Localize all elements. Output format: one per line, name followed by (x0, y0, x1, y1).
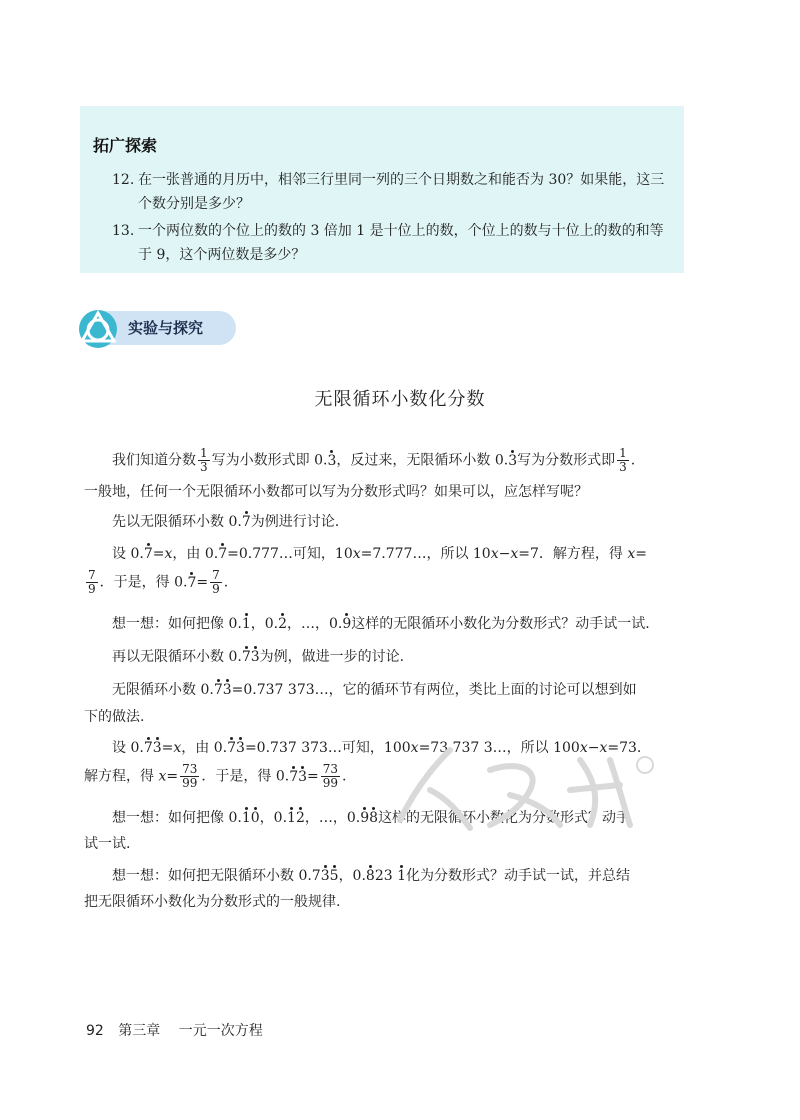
think-1: 想一想：如何把像 0.1，0.2，…，0.9这样的无限循环小数化为分数形式？动手试一试. (112, 616, 650, 632)
think-3-line-1: 想一想：如何把无限循环小数 0.735，0.823 1化为分数形式？动手试一试，并总结 (112, 868, 631, 884)
fraction-1-3: $\frac{1}{3}$ (619, 446, 627, 474)
fraction-7-9: $\frac{7}{9}$ (212, 568, 220, 596)
chapter-label: 第三章 (118, 1023, 161, 1039)
para-5-line-1: 无限循环小数 0.73=0.737 373…，它的循环节有两位，类比上面的讨论可以想到如 (112, 682, 637, 698)
para-2: 先以无限循环小数 0.7为例进行讨论. (112, 514, 340, 530)
problem-number: 12. (112, 172, 135, 188)
problem-text: 一个两位数的个位上的数的 3 倍加 1 是十位上的数，个位上的数与十位上的数的和等于 9，这个两位数是多少？ (138, 223, 664, 263)
page-title: 无限循环小数化分数 (314, 389, 486, 410)
para-3-line-2: $\frac{7}{9}$ ．于是，得 0.7= $\frac{7}{9}$ . (88, 568, 229, 596)
problem-12 (112, 168, 672, 216)
fraction-73-99: $\frac{73}{99}$ (182, 762, 198, 790)
page-footer (86, 1020, 263, 1040)
think-2-line-1: 想一想：如何把像 0.10，0.12，…，0.98这样的无限循环小数化为分数形式？动手 (112, 810, 631, 826)
fraction-73-99: $\frac{73}{99}$ (322, 762, 339, 790)
chapter-title: 一元一次方程 (178, 1023, 263, 1039)
para-1-line-1: 我们知道分数 $\frac{1}{3}$ 写为小数形式即 0.3，反过来，无限循环小数 0.3写为分数形式即 $\frac{1}{3}$ . (112, 446, 636, 474)
problem-13 (112, 219, 672, 267)
fraction-1-3: $\frac{1}{3}$ (200, 446, 208, 474)
section-badge (76, 307, 236, 349)
problem-number: 13. (112, 223, 135, 239)
think-3-line-2: 把无限循环小数化为分数形式的一般规律. (84, 894, 341, 910)
para-6-line-1: 设 0.73=x，由 0.73=0.737 373…可知，100x=73.737 3…，所以 100x−x=73. (112, 740, 642, 756)
para-1-line-2: 一般地，任何一个无限循环小数都可以写为分数形式吗？如果可以，应怎样写呢？ (84, 484, 588, 500)
extension-title: 拓广探索 (93, 136, 158, 155)
para-3-line-1: 设 0.7=x，由 0.7=0.777…可知，10x=7.777…，所以 10x−x=7．解方程，得 x= (112, 546, 647, 562)
think-2-line-2: 试一试. (84, 836, 131, 852)
page-number: 92 (86, 1023, 104, 1039)
problem-text: 在一张普通的月历中，相邻三行里同一列的三个日期数之和能否为 30？如果能，这三个数分别是多少？ (138, 172, 665, 212)
para-6-line-2: 解方程，得 x= $\frac{73}{99}$ ．于是，得 0.73= $\frac{73}{99}$ . (84, 762, 347, 790)
para-4: 再以无限循环小数 0.73为例，做进一步的讨论. (112, 649, 405, 665)
section-label: 实验与探究 (128, 319, 204, 337)
para-5-line-2: 下的做法. (84, 709, 145, 725)
triangle-circle-logo-icon (76, 307, 120, 349)
fraction-7-9: $\frac{7}{9}$ (88, 568, 96, 596)
